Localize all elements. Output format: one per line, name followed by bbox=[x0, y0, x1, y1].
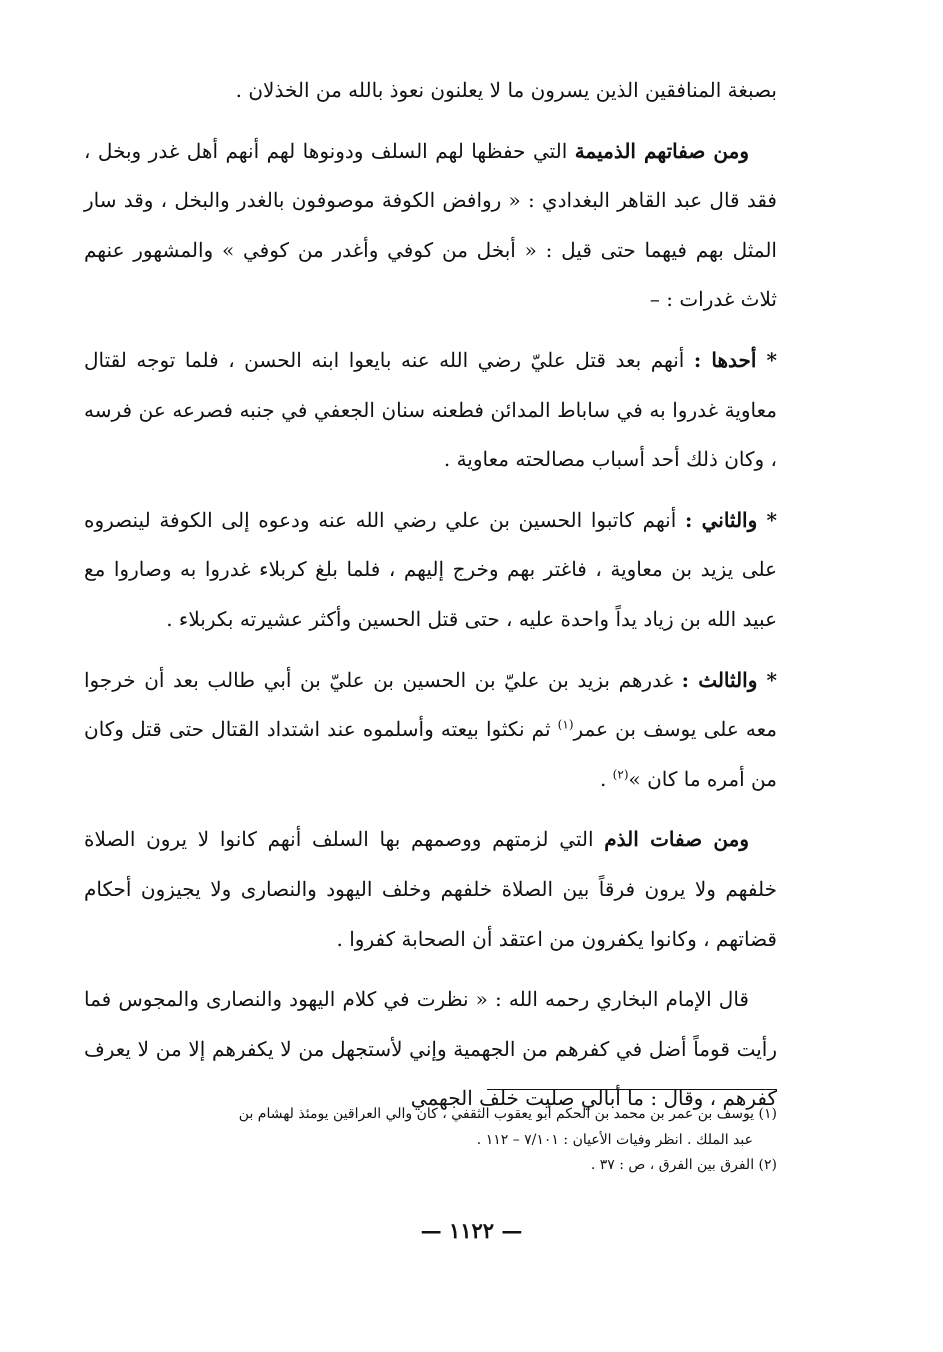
paragraph-text: التي لزمتهم ووصمهم بها السلف أنهم كانوا لا يرون الصلاة خلفهم ولا يرون فرقاً بين الصلاة خلفهم وخلف اليهود والنصارى ولا يجيزون أحكام قضاتهم ، وكانوا يكفرون من اعتقد أن الصحابة كفروا . bbox=[84, 827, 777, 951]
paragraph-first-betrayal bbox=[84, 336, 777, 485]
footnote-text: (١) يوسف بن عمر بن محمد بن الحكم أبو يعقوب الثقفي ، كان والي العراقين يومئذ لهشام بن bbox=[238, 1106, 777, 1122]
paragraph-text: غدرهم بزيد بن عليّ بن الحسين بن عليّ بن أبي طالب بعد أن خرجوا معه على يوسف بن عمر bbox=[84, 667, 778, 742]
paragraph-text: بصبغة المنافقين الذين يسرون ما لا يعلنون نعوذ بالله من الخذلان . bbox=[235, 78, 777, 102]
footnote-1 bbox=[84, 1102, 777, 1128]
paragraph-blame bbox=[84, 815, 777, 964]
paragraph-text: . bbox=[599, 766, 613, 791]
paragraph-text: أنهم كاتبوا الحسين بن علي رضي الله عنه ودعوه إلى الكوفة لينصروه على يزيد بن معاوية ، فاغتر بهم وخرج إليهم ، فلما بلغ كربلاء غدروا به وصاروا مع عبيد الله بن زياد يداً واحدة عليه ، حتى قتل الحسين وأكثر عشيرته بكربلاء . bbox=[84, 507, 777, 631]
paragraph-text: التي حفظها لهم السلف ودونوها لهم أنهم أهل غدر وبخل ، فقد قال عبد القاهر البغدادي : « روافض الكوفة موصوفون بالغدر والبخل ، وقد سار المثل بهم فيهما حتى قيل : « أبخل من كوفي وأغدر من كوفي » والمشهور عنهم ثلاث غدرات : – bbox=[84, 138, 777, 312]
main-text bbox=[84, 66, 777, 1124]
paragraph-lead: * أحدها : bbox=[693, 347, 777, 372]
paragraph-continuation bbox=[84, 66, 777, 116]
paragraph-text: ثم نكثوا بيعته وأسلموه عند اشتداد القتال حتى قتل وكان من أمره ما كان » bbox=[84, 717, 777, 791]
paragraph-lead: ومن صفاتهم الذميمة bbox=[574, 138, 749, 163]
footnote-text: (٢) الفرق بين الفرق ، ص : ٣٧ . bbox=[590, 1157, 777, 1173]
paragraph-lead: ومن صفات الذم bbox=[604, 827, 750, 852]
footnote-ref[interactable]: (٢) bbox=[612, 767, 629, 782]
footnote-text: عبد الملك . انظر وفيات الأعيان : ٧/١٠١ – ١١٢ . bbox=[476, 1131, 753, 1148]
footnote-2 bbox=[84, 1153, 777, 1179]
paragraph-text: أنهم بعد قتل عليّ رضي الله عنه بايعوا ابنه الحسن ، فلما توجه لقتال معاوية غدروا به في ساباط المدائن فطعنه سنان الجعفي في جنبه فصرعه عن فرسه ، وكان ذلك أحد أسباب مصالحته معاوية . bbox=[84, 347, 777, 472]
paragraph-lead: * والثاني : bbox=[684, 507, 777, 532]
page-number: — ١١٢٢ — bbox=[420, 1218, 523, 1243]
footnote-divider bbox=[487, 1089, 777, 1090]
footnote-ref[interactable]: (١) bbox=[557, 717, 574, 732]
paragraph-lead: * والثالث : bbox=[681, 667, 777, 692]
paragraph-treachery bbox=[84, 127, 777, 325]
paragraph-second-betrayal bbox=[84, 496, 777, 645]
paragraph-text: قال الإمام البخاري رحمه الله : « نظرت في كلام اليهود والنصارى والمجوس فما رأيت قوماً أضل في كفرهم من الجهمية وإني لأستجهل من لا يكفرهم إلا من لا يعرف كفرهم ، وقال : ما أبالي صليت خلف الجهمي bbox=[84, 987, 777, 1111]
paragraph-third-betrayal bbox=[84, 656, 777, 805]
footnotes bbox=[84, 1102, 777, 1179]
footnote-1-continued bbox=[84, 1128, 777, 1154]
